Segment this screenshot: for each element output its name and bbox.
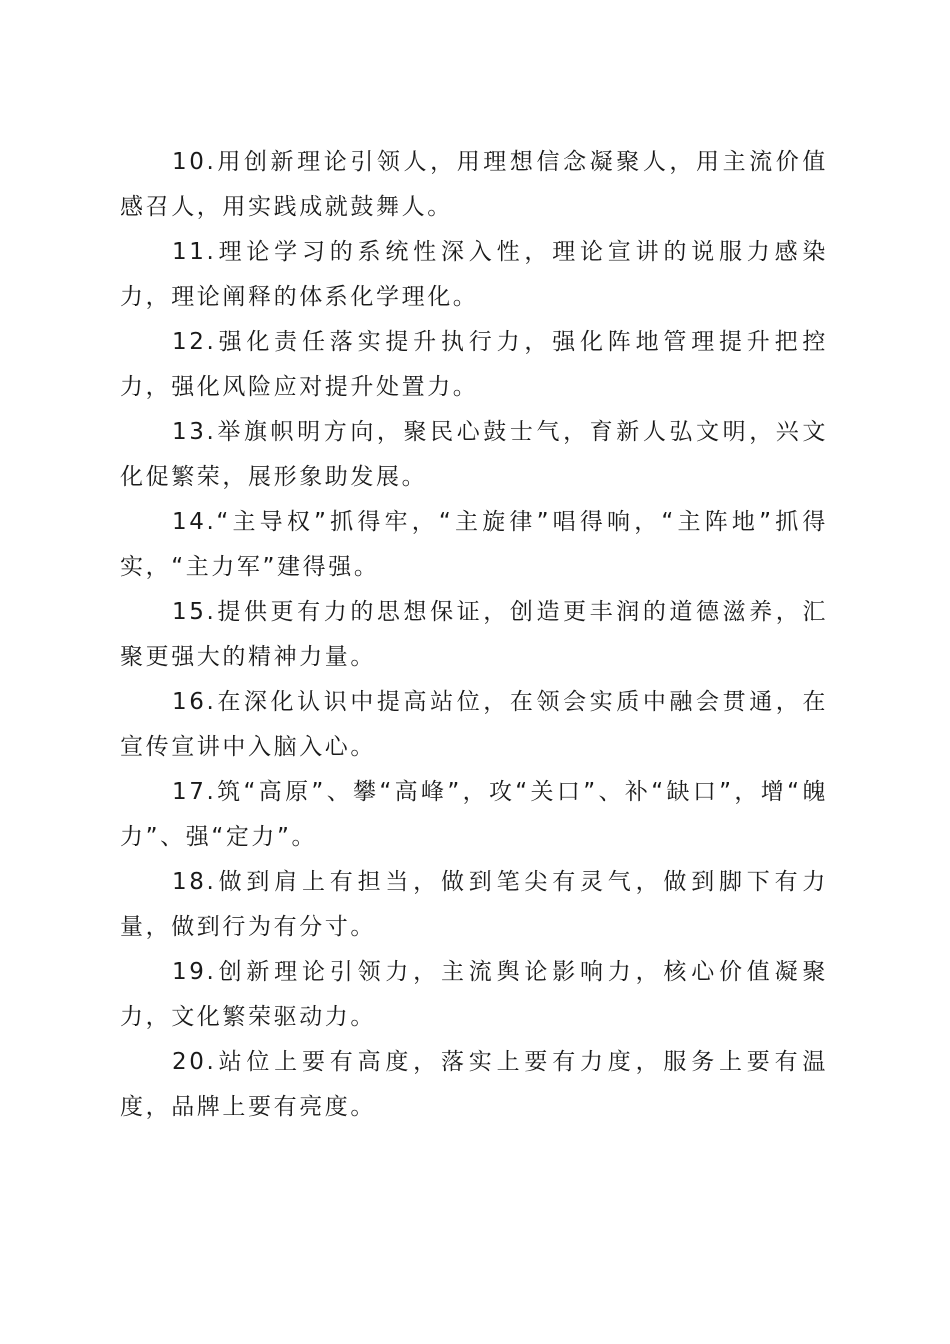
paragraph-17: 17.筑“高原”、攀“高峰”，攻“关口”、补“缺口”，增“魄力”、强“定力”。: [120, 779, 828, 850]
paragraph-15: 15.提供更有力的思想保证，创造更丰润的道德滋养，汇聚更强大的精神力量。: [120, 599, 828, 670]
paragraph-11: 11.理论学习的系统性深入性，理论宣讲的说服力感染力，理论阐释的体系化学理化。: [120, 239, 828, 310]
paragraph-10: 10.用创新理论引领人，用理想信念凝聚人，用主流价值感召人，用实践成就鼓舞人。: [120, 149, 828, 220]
paragraph-16: 16.在深化认识中提高站位，在领会实质中融会贯通，在宣传宣讲中入脑入心。: [120, 689, 828, 760]
paragraph-13: 13.举旗帜明方向，聚民心鼓士气，育新人弘文明，兴文化促繁荣，展形象助发展。: [120, 419, 828, 490]
paragraph-20: 20.站位上要有高度，落实上要有力度，服务上要有温度，品牌上要有亮度。: [120, 1049, 828, 1120]
paragraph-12: 12.强化责任落实提升执行力，强化阵地管理提升把控力，强化风险应对提升处置力。: [120, 329, 828, 400]
document-body: [120, 140, 828, 1130]
paragraph-19: 19.创新理论引领力，主流舆论影响力，核心价值凝聚力，文化繁荣驱动力。: [120, 959, 828, 1030]
paragraph-18: 18.做到肩上有担当，做到笔尖有灵气，做到脚下有力量，做到行为有分寸。: [120, 869, 828, 940]
paragraph-14: 14.“主导权”抓得牢，“主旋律”唱得响，“主阵地”抓得实，“主力军”建得强。: [120, 509, 828, 580]
